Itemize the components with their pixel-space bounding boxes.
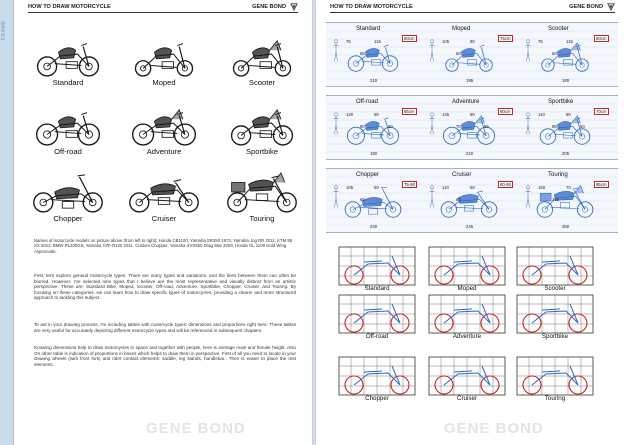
motorcycle-illustration-adventure xyxy=(120,103,208,169)
length-dimension: 205 xyxy=(562,151,570,156)
author-logo-icon-right xyxy=(607,3,615,11)
proportion-cell-touring xyxy=(516,356,594,404)
height-dimension: 65 xyxy=(360,197,365,202)
height-dimension: 80 xyxy=(470,112,475,117)
height-dimension: 115 xyxy=(566,39,573,44)
intro-paragraph: First, let's explore general motorcycle types. There are many types and variations, and the lines between them can often be blurred. However, I've selected nine types that I believe are the most representative and visually distinct from an artistic perspective. These are: Standard Bike, Moped, Scooter, Off-road, Adventure, Sportbike, Chopper, Cruiser, and Touring. By focusing on these categories, we can learn how to draw specific types of motorcycles, providing a clearer and more structured approach to tackling this subject. xyxy=(34,273,296,301)
motorcycle-drawing xyxy=(224,103,300,147)
length-dimension: 210 xyxy=(466,151,474,156)
proportion-caption: Chopper xyxy=(365,395,389,402)
rider-figure-icon xyxy=(524,29,532,73)
motorcycle-drawing xyxy=(126,103,202,147)
motorcycle-drawing xyxy=(30,170,106,214)
motorcycle-illustration-moped xyxy=(120,34,208,100)
proportion-caption: Moped xyxy=(457,285,477,292)
motorcycle-caption: Chopper xyxy=(53,214,83,223)
box-dimension: 90cm xyxy=(500,109,511,114)
dimension-label: Sportbike xyxy=(548,99,574,105)
height-dimension: 60 xyxy=(374,185,379,190)
box-dimension: 65cm xyxy=(404,109,415,114)
motorcycle-caption: Sportbike xyxy=(245,147,279,156)
rider-figure-icon xyxy=(332,175,340,219)
proportion-cell-standard xyxy=(338,246,416,294)
dimension-row xyxy=(326,22,618,87)
rider-figure-icon xyxy=(428,102,436,146)
dimension-label: Moped xyxy=(452,26,471,32)
proportion-cell-scooter xyxy=(516,246,594,294)
rider-figure-icon xyxy=(332,102,340,146)
height-dimension: 85 xyxy=(552,124,557,129)
motorcycle-caption: Cruiser xyxy=(151,214,177,223)
proportion-cell-off-road xyxy=(338,294,416,342)
proportion-box-drawing xyxy=(428,246,506,286)
motorcycle-drawing xyxy=(126,170,202,214)
motorcycle-illustration-sportbike xyxy=(218,103,306,169)
rider-figure-icon xyxy=(524,102,532,146)
dimension-label: Off-road xyxy=(356,99,378,105)
blueprint-motorcycle xyxy=(342,37,404,73)
motorcycle-drawing xyxy=(30,34,106,78)
frame-label: FRAME xyxy=(1,20,7,40)
proportion-box-drawing xyxy=(428,356,506,396)
height-dimension: 70 xyxy=(456,124,461,129)
height-dimension: 65 xyxy=(456,197,461,202)
running-head-left xyxy=(28,3,298,13)
length-dimension: 190 xyxy=(370,151,378,156)
dimension-label: Chopper xyxy=(356,172,380,178)
motorcycle-drawing xyxy=(224,170,300,214)
dimension-label: Cruiser xyxy=(452,172,472,178)
dimension-label: Touring xyxy=(548,172,568,178)
dimension-label: Standard xyxy=(356,26,381,32)
box-dimension: 80cm xyxy=(596,36,607,41)
rider-figure-icon xyxy=(332,29,340,73)
book-title: HOW TO DRAW MOTORCYCLE xyxy=(28,4,111,10)
box-dimension: 70cm xyxy=(596,109,607,114)
motorcycle-illustration-scooter xyxy=(218,34,306,100)
running-head-right xyxy=(330,3,615,13)
height-dimension: 90 xyxy=(374,112,379,117)
proportion-caption: Standard xyxy=(364,285,390,292)
proportion-cell-chopper xyxy=(338,356,416,404)
height-dimension: 60 xyxy=(552,51,557,56)
proportion-caption: Off-road xyxy=(365,333,389,340)
blueprint-motorcycle xyxy=(534,37,596,73)
proportion-box-drawing xyxy=(516,294,594,334)
length-dimension: 210 xyxy=(370,78,378,83)
length-dimension: 245 xyxy=(466,224,474,229)
models-note: Names of motorcycle models on picture above (from left to right): Honda CB1100, Yamaha SR250 1973, Yamaha Jog RR 2011, KTM 85 SX 2012, BMW R1200GS, Yamaha YZF-R125 2011, Custom Chopper, Yamaha XVS650 Drag Star 2003, Honda GL 1100 Gold Wing Aspencade. xyxy=(34,238,293,254)
height-dimension: 65 xyxy=(360,51,365,56)
proportion-caption: Sportbike xyxy=(541,333,569,340)
motorcycle-caption: Scooter xyxy=(248,78,276,87)
tables-paragraph: To aid in your drawing process, I'm including tables with motorcycle types' dimensions and proportions right here. These tables are very useful for accurately depicting different motorcycle types and will be referenced in subsequent chapters. xyxy=(34,322,296,333)
watermark-left: GENE BOND xyxy=(146,420,246,437)
proportion-caption: Cruiser xyxy=(457,395,477,402)
motorcycle-illustration-cruiser xyxy=(120,170,208,236)
dimensions-paragraph: Knowing dimensions help to draw motorcycles in space and together with people, here is average male and female height. Also On other table is indication of proportions in boxes which helps to draw them in perspective. First of all you need to locate in your drawing wheels (with front fork) and rider contact elements: saddle, leg stands, handlebar.. Then is easier to place the rest elements. xyxy=(34,345,296,367)
proportion-box-drawing xyxy=(338,294,416,334)
box-dimension: 80cm xyxy=(404,36,415,41)
dimension-row xyxy=(326,95,618,160)
box-dimension: 75-90 xyxy=(404,182,415,187)
proportion-cell-moped xyxy=(428,246,506,294)
motorcycle-drawing xyxy=(126,34,202,78)
motorcycle-drawing xyxy=(224,34,300,78)
rider-figure-icon xyxy=(428,29,436,73)
motorcycle-illustration-touring xyxy=(218,170,306,236)
rider-figure-icon xyxy=(428,175,436,219)
watermark-right: GENE BOND xyxy=(444,420,544,437)
motorcycle-illustration-standard xyxy=(24,34,112,100)
proportion-box-drawing xyxy=(428,294,506,334)
rider-figure-icon xyxy=(524,175,532,219)
motorcycle-drawing xyxy=(30,103,106,147)
length-dimension: 240 xyxy=(370,224,378,229)
motorcycle-caption: Moped xyxy=(152,78,176,87)
box-dimension: 95cm xyxy=(596,182,607,187)
proportion-box-drawing xyxy=(338,356,416,396)
height-dimension: 85 xyxy=(484,124,489,129)
length-dimension: 260 xyxy=(562,224,570,229)
length-dimension: 195 xyxy=(466,78,474,83)
height-dimension: 60 xyxy=(388,124,393,129)
height-dimension: 75 xyxy=(538,39,543,44)
proportion-caption: Adventure xyxy=(452,333,482,340)
height-dimension: 145 xyxy=(442,112,450,117)
height-dimension: 115 xyxy=(374,39,381,44)
book-title-right: HOW TO DRAW MOTORCYCLE xyxy=(330,4,413,10)
motorcycle-caption: Off-road xyxy=(54,147,82,156)
proportion-cell-sportbike xyxy=(516,294,594,342)
author-logo-icon xyxy=(290,3,298,11)
height-dimension: 80 xyxy=(360,124,365,129)
motorcycle-illustration-chopper xyxy=(24,170,112,236)
height-dimension: 110 xyxy=(538,112,545,117)
height-dimension: 75 xyxy=(346,39,351,44)
right-page xyxy=(316,0,629,445)
dimension-label: Adventure xyxy=(452,99,480,105)
height-dimension: 150 xyxy=(538,185,546,190)
proportion-cell-cruiser xyxy=(428,356,506,404)
proportion-box-drawing xyxy=(516,356,594,396)
author-name: GENE BOND xyxy=(252,4,286,10)
height-dimension: 80 xyxy=(566,112,571,117)
proportion-cell-adventure xyxy=(428,294,506,342)
height-dimension: 120 xyxy=(346,112,354,117)
motorcycle-illustration-off-road xyxy=(24,103,112,169)
height-dimension: 60 xyxy=(456,51,461,56)
dimension-row xyxy=(326,168,618,233)
proportion-box-drawing xyxy=(516,246,594,286)
height-dimension: 80 xyxy=(470,39,475,44)
motorcycle-caption: Standard xyxy=(52,78,84,87)
left-page xyxy=(14,0,312,445)
height-dimension: 105 xyxy=(442,39,450,44)
proportion-box-drawing xyxy=(338,246,416,286)
height-dimension: 50 xyxy=(580,124,585,129)
author-name-right: GENE BOND xyxy=(569,4,603,10)
motorcycle-caption: Touring xyxy=(249,214,275,223)
proportion-caption: Touring xyxy=(544,395,566,402)
dimension-label: Scooter xyxy=(548,26,569,32)
height-dimension: 60 xyxy=(470,185,475,190)
proportion-caption: Scooter xyxy=(544,285,566,292)
length-dimension: 180 xyxy=(562,78,570,83)
height-dimension: 110 xyxy=(442,185,449,190)
box-dimension: 75cm xyxy=(500,36,511,41)
height-dimension: 105 xyxy=(346,185,354,190)
height-dimension: 70 xyxy=(566,185,571,190)
height-dimension: 115 xyxy=(552,197,559,202)
frame-strip xyxy=(0,0,14,445)
box-dimension: 80-90 xyxy=(500,182,511,187)
motorcycle-caption: Adventure xyxy=(146,147,182,156)
